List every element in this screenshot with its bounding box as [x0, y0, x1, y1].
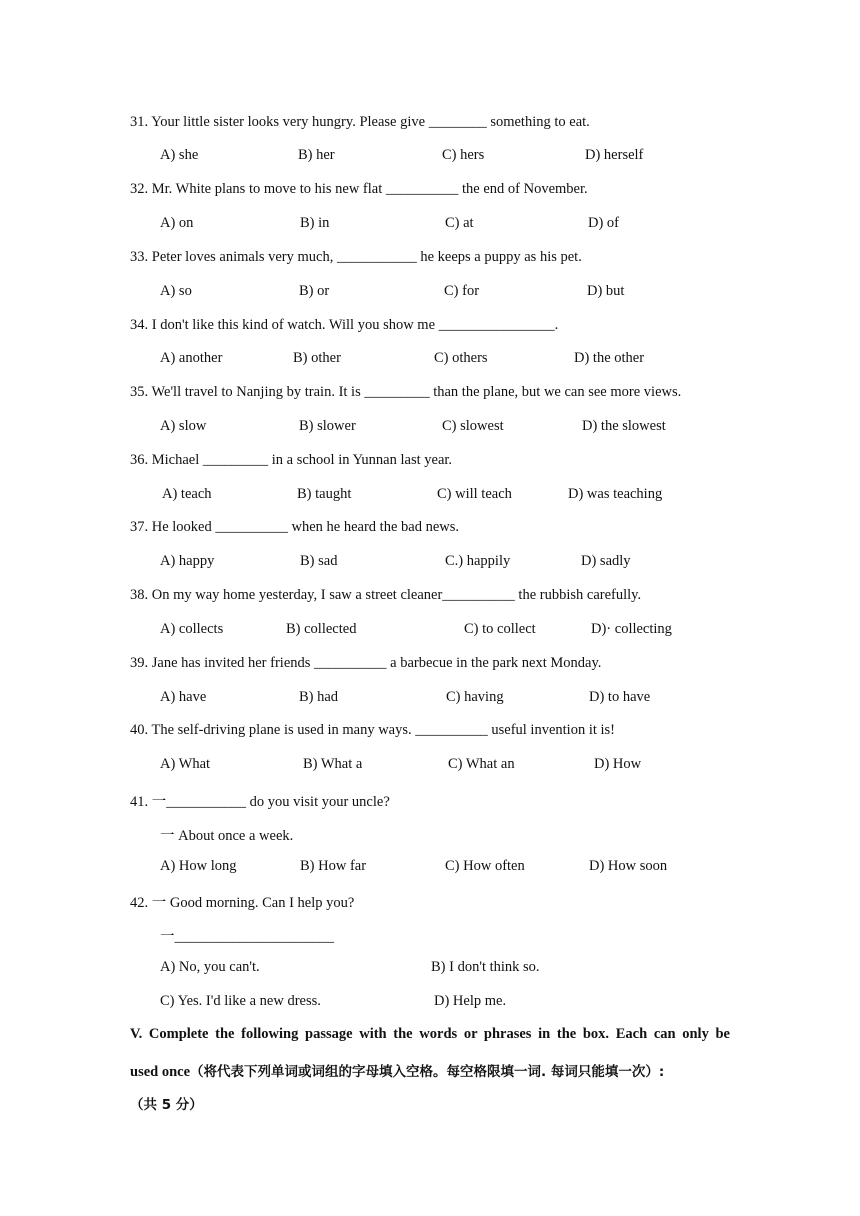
q31-option-c: C) hers: [442, 147, 485, 163]
q33-option-d: D) but: [587, 283, 625, 299]
q39-option-b: B) had: [299, 689, 339, 705]
q39-option-c: C) having: [446, 689, 504, 705]
q41-option-d: D) How soon: [589, 858, 668, 874]
q37-option-a: A) happy: [160, 553, 215, 569]
q33-option-a: A) so: [160, 283, 192, 299]
q36-option-a: A) teach: [162, 486, 212, 502]
section-v-heading: V. Complete the following passage with the words or phrases in the box. Each can only be: [130, 1026, 730, 1042]
q41-reply: 一 About once a week.: [160, 828, 294, 844]
q34-option-a: A) another: [160, 350, 223, 366]
q41-option-b: B) How far: [300, 858, 367, 874]
q42-option-d: D) Help me.: [434, 993, 507, 1009]
q34-option-b: B) other: [293, 350, 341, 366]
section-v-instructions-cn: （将代表下列单词或词组的字母填入空格。每空格限填一词. 每词只能填一次）:: [190, 1064, 665, 1080]
q42-reply: 一______________________: [160, 929, 334, 945]
q35-option-c: C) slowest: [442, 418, 504, 434]
q42-option-a: A) No, you can't.: [160, 959, 260, 975]
q40-option-d: D) How: [594, 756, 642, 772]
question-35: 35. We'll travel to Nanjing by train. It is _________ than the plane, but we can see more views.: [130, 384, 682, 400]
q31-option-b: B) her: [298, 147, 335, 163]
question-42: 42. 一 Good morning. Can I help you?: [130, 895, 355, 911]
q34-option-c: C) others: [434, 350, 488, 366]
q41-option-c: C) How often: [445, 858, 525, 874]
question-34: 34. I don't like this kind of watch. Will you show me ________________.: [130, 317, 559, 333]
q42-option-b: B) I don't think so.: [431, 959, 540, 975]
q33-option-b: B) or: [299, 283, 330, 299]
q40-option-c: C) What an: [448, 756, 515, 772]
q37-option-d: D) sadly: [581, 553, 631, 569]
question-40: 40. The self-driving plane is used in many ways. __________ useful invention it is!: [130, 722, 616, 738]
question-31: 31. Your little sister looks very hungry. Please give ________ something to eat.: [130, 114, 590, 130]
q35-option-b: B) slower: [299, 418, 356, 434]
q31-option-d: D) herself: [585, 147, 644, 163]
q37-option-c: C.) happily: [445, 553, 511, 569]
q31-option-a: A) she: [160, 147, 199, 163]
q35-option-d: D) the slowest: [582, 418, 666, 434]
q38-option-a: A) collects: [160, 621, 224, 637]
q33-option-c: C) for: [444, 283, 480, 299]
question-41: 41. 一___________ do you visit your uncle?: [130, 794, 390, 810]
q36-option-d: D) was teaching: [568, 486, 663, 502]
q39-option-a: A) have: [160, 689, 207, 705]
q38-option-d: D)· collecting: [591, 621, 672, 637]
q40-option-a: A) What: [160, 756, 211, 772]
q41-option-a: A) How long: [160, 858, 237, 874]
question-32: 32. Mr. White plans to move to his new flat __________ the end of November.: [130, 181, 588, 197]
q42-option-c: C) Yes. I'd like a new dress.: [160, 993, 321, 1009]
q36-option-c: C) will teach: [437, 486, 512, 502]
q39-option-d: D) to have: [589, 689, 651, 705]
q34-option-d: D) the other: [574, 350, 645, 366]
question-39: 39. Jane has invited her friends __________ a barbecue in the park next Monday.: [130, 655, 602, 671]
q32-option-b: B) in: [300, 215, 330, 231]
question-38: 38. On my way home yesterday, I saw a street cleaner__________ the rubbish carefully.: [130, 587, 642, 603]
section-v-instructions: [130, 1060, 730, 1081]
question-33: 33. Peter loves animals very much, ___________ he keeps a puppy as his pet.: [130, 249, 582, 265]
q35-option-a: A) slow: [160, 418, 207, 434]
q38-option-b: B) collected: [286, 621, 357, 637]
section-v-instructions-en: used once: [130, 1064, 191, 1080]
q32-option-a: A) on: [160, 215, 194, 231]
question-37: 37. He looked __________ when he heard the bad news.: [130, 519, 459, 535]
q37-option-b: B) sad: [300, 553, 338, 569]
q32-option-d: D) of: [588, 215, 620, 231]
q36-option-b: B) taught: [297, 486, 352, 502]
section-v-points: （共 5 分）: [130, 1097, 203, 1113]
q40-option-b: B) What a: [303, 756, 363, 772]
q38-option-c: C) to collect: [464, 621, 536, 637]
q32-option-c: C) at: [445, 215, 474, 231]
question-36: 36. Michael _________ in a school in Yunnan last year.: [130, 452, 453, 468]
